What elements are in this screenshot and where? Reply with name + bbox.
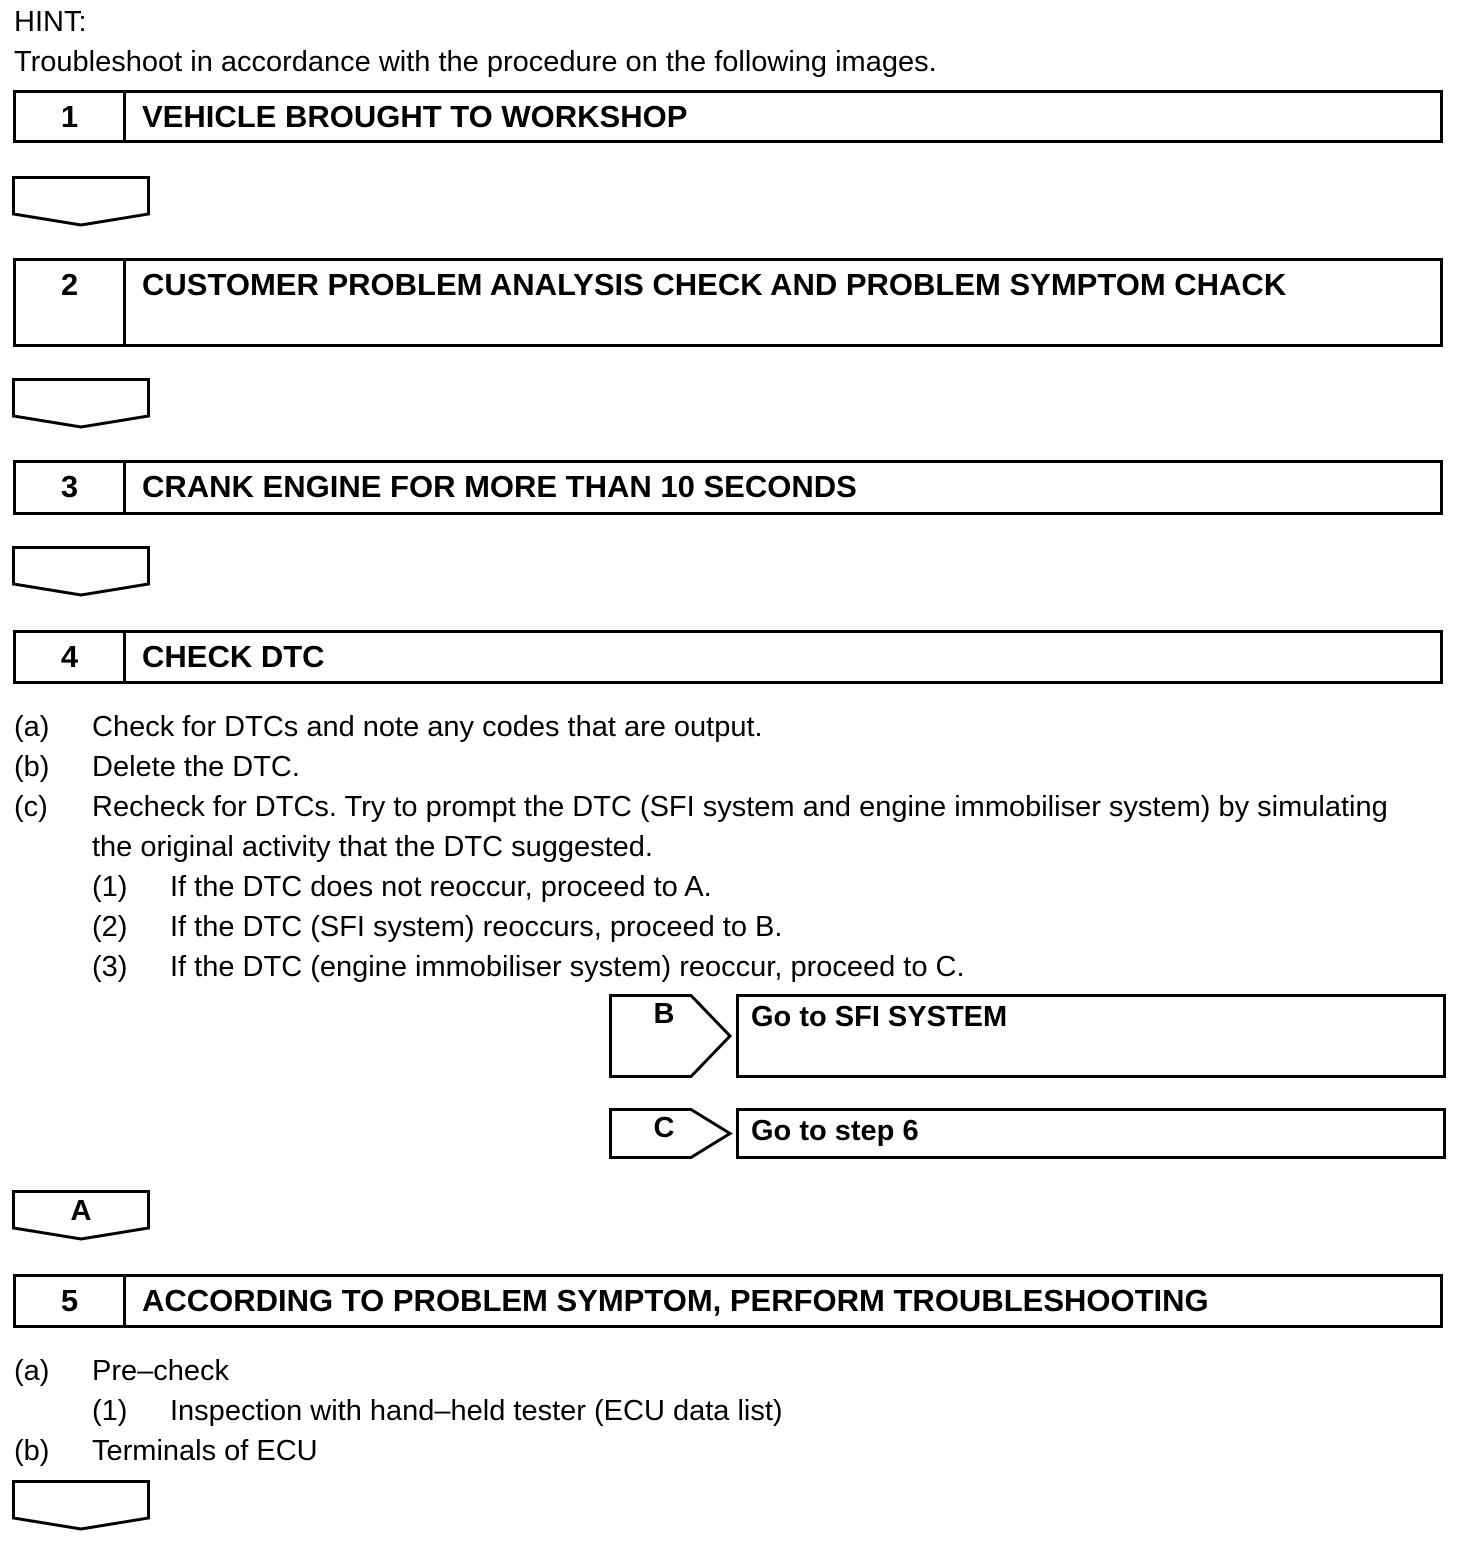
step-1-title: VEHICLE BROUGHT TO WORKSHOP (142, 99, 688, 134)
result-a-arrow (12, 1190, 150, 1242)
step4-item-b (14, 749, 300, 785)
list-text: Inspection with hand–held tester (ECU data list) (170, 1395, 783, 1427)
branch-c-tag (609, 1108, 733, 1159)
step-3-number: 3 (16, 463, 126, 512)
down-arrow-3 (12, 546, 150, 598)
step5-item-b (14, 1433, 318, 1469)
step-2-box (13, 258, 1443, 347)
list-marker: (1) (92, 871, 128, 903)
step-5-box (13, 1274, 1443, 1328)
step-2-title: CUSTOMER PROBLEM ANALYSIS CHECK AND PROBLEM SYMPTOM CHACK (142, 267, 1287, 302)
hint-text: Troubleshoot in accordance with the procedure on the following images. (14, 46, 937, 78)
step4-item-1 (92, 869, 712, 905)
list-marker: (1) (92, 1395, 128, 1427)
down-arrow-2 (12, 378, 150, 430)
result-a-label: A (70, 1195, 92, 1227)
list-marker: (2) (92, 911, 128, 943)
step4-item-2 (92, 909, 782, 945)
list-marker: (3) (92, 951, 128, 983)
step-1-number: 1 (16, 93, 126, 140)
branch-b-text: Go to SFI SYSTEM (751, 1001, 1008, 1033)
list-text: Recheck for DTCs. Try to prompt the DTC (SFI system and engine immobiliser system) by simulating (92, 791, 1388, 823)
list-text: Pre–check (92, 1355, 230, 1387)
step-4-box (13, 630, 1443, 684)
list-text: Delete the DTC. (92, 751, 300, 783)
list-text: If the DTC does not reoccur, proceed to A. (170, 871, 712, 903)
step-4-title: CHECK DTC (142, 639, 325, 674)
list-text: Terminals of ECU (92, 1435, 318, 1467)
step-5-title: ACCORDING TO PROBLEM SYMPTOM, PERFORM TROUBLESHOOTING (142, 1283, 1209, 1318)
branch-c-label: C (653, 1112, 675, 1144)
list-text: Check for DTCs and note any codes that are output. (92, 711, 763, 743)
list-marker: (b) (14, 1435, 50, 1467)
step-3-box (13, 460, 1443, 515)
step-3-title: CRANK ENGINE FOR MORE THAN 10 SECONDS (142, 469, 857, 504)
step4-item-c (14, 789, 1388, 825)
step-5-number: 5 (16, 1277, 126, 1325)
list-text: If the DTC (SFI system) reoccurs, proceed to B. (170, 911, 783, 943)
step5-item-a (14, 1353, 229, 1389)
list-marker: (c) (14, 791, 48, 823)
branch-b-tag (609, 994, 733, 1078)
step4-item-c-continuation: the original activity that the DTC suggested. (92, 831, 653, 863)
step-1-box (13, 90, 1443, 143)
hint-label: HINT: (14, 6, 87, 38)
list-marker: (a) (14, 711, 50, 743)
step5-item-1 (92, 1393, 783, 1429)
down-arrow-5 (12, 1480, 150, 1532)
branch-c-text: Go to step 6 (751, 1115, 919, 1147)
branch-c-box (736, 1108, 1446, 1159)
step4-item-3 (92, 949, 965, 985)
step-4-number: 4 (16, 633, 126, 681)
branch-b-label: B (653, 998, 675, 1030)
list-marker: (a) (14, 1355, 50, 1387)
list-text: If the DTC (engine immobiliser system) reoccur, proceed to C. (170, 951, 965, 983)
down-arrow-1 (12, 176, 150, 228)
step4-item-a (14, 709, 763, 745)
list-marker: (b) (14, 751, 50, 783)
branch-b-box (736, 994, 1446, 1078)
step-2-number: 2 (16, 261, 126, 344)
